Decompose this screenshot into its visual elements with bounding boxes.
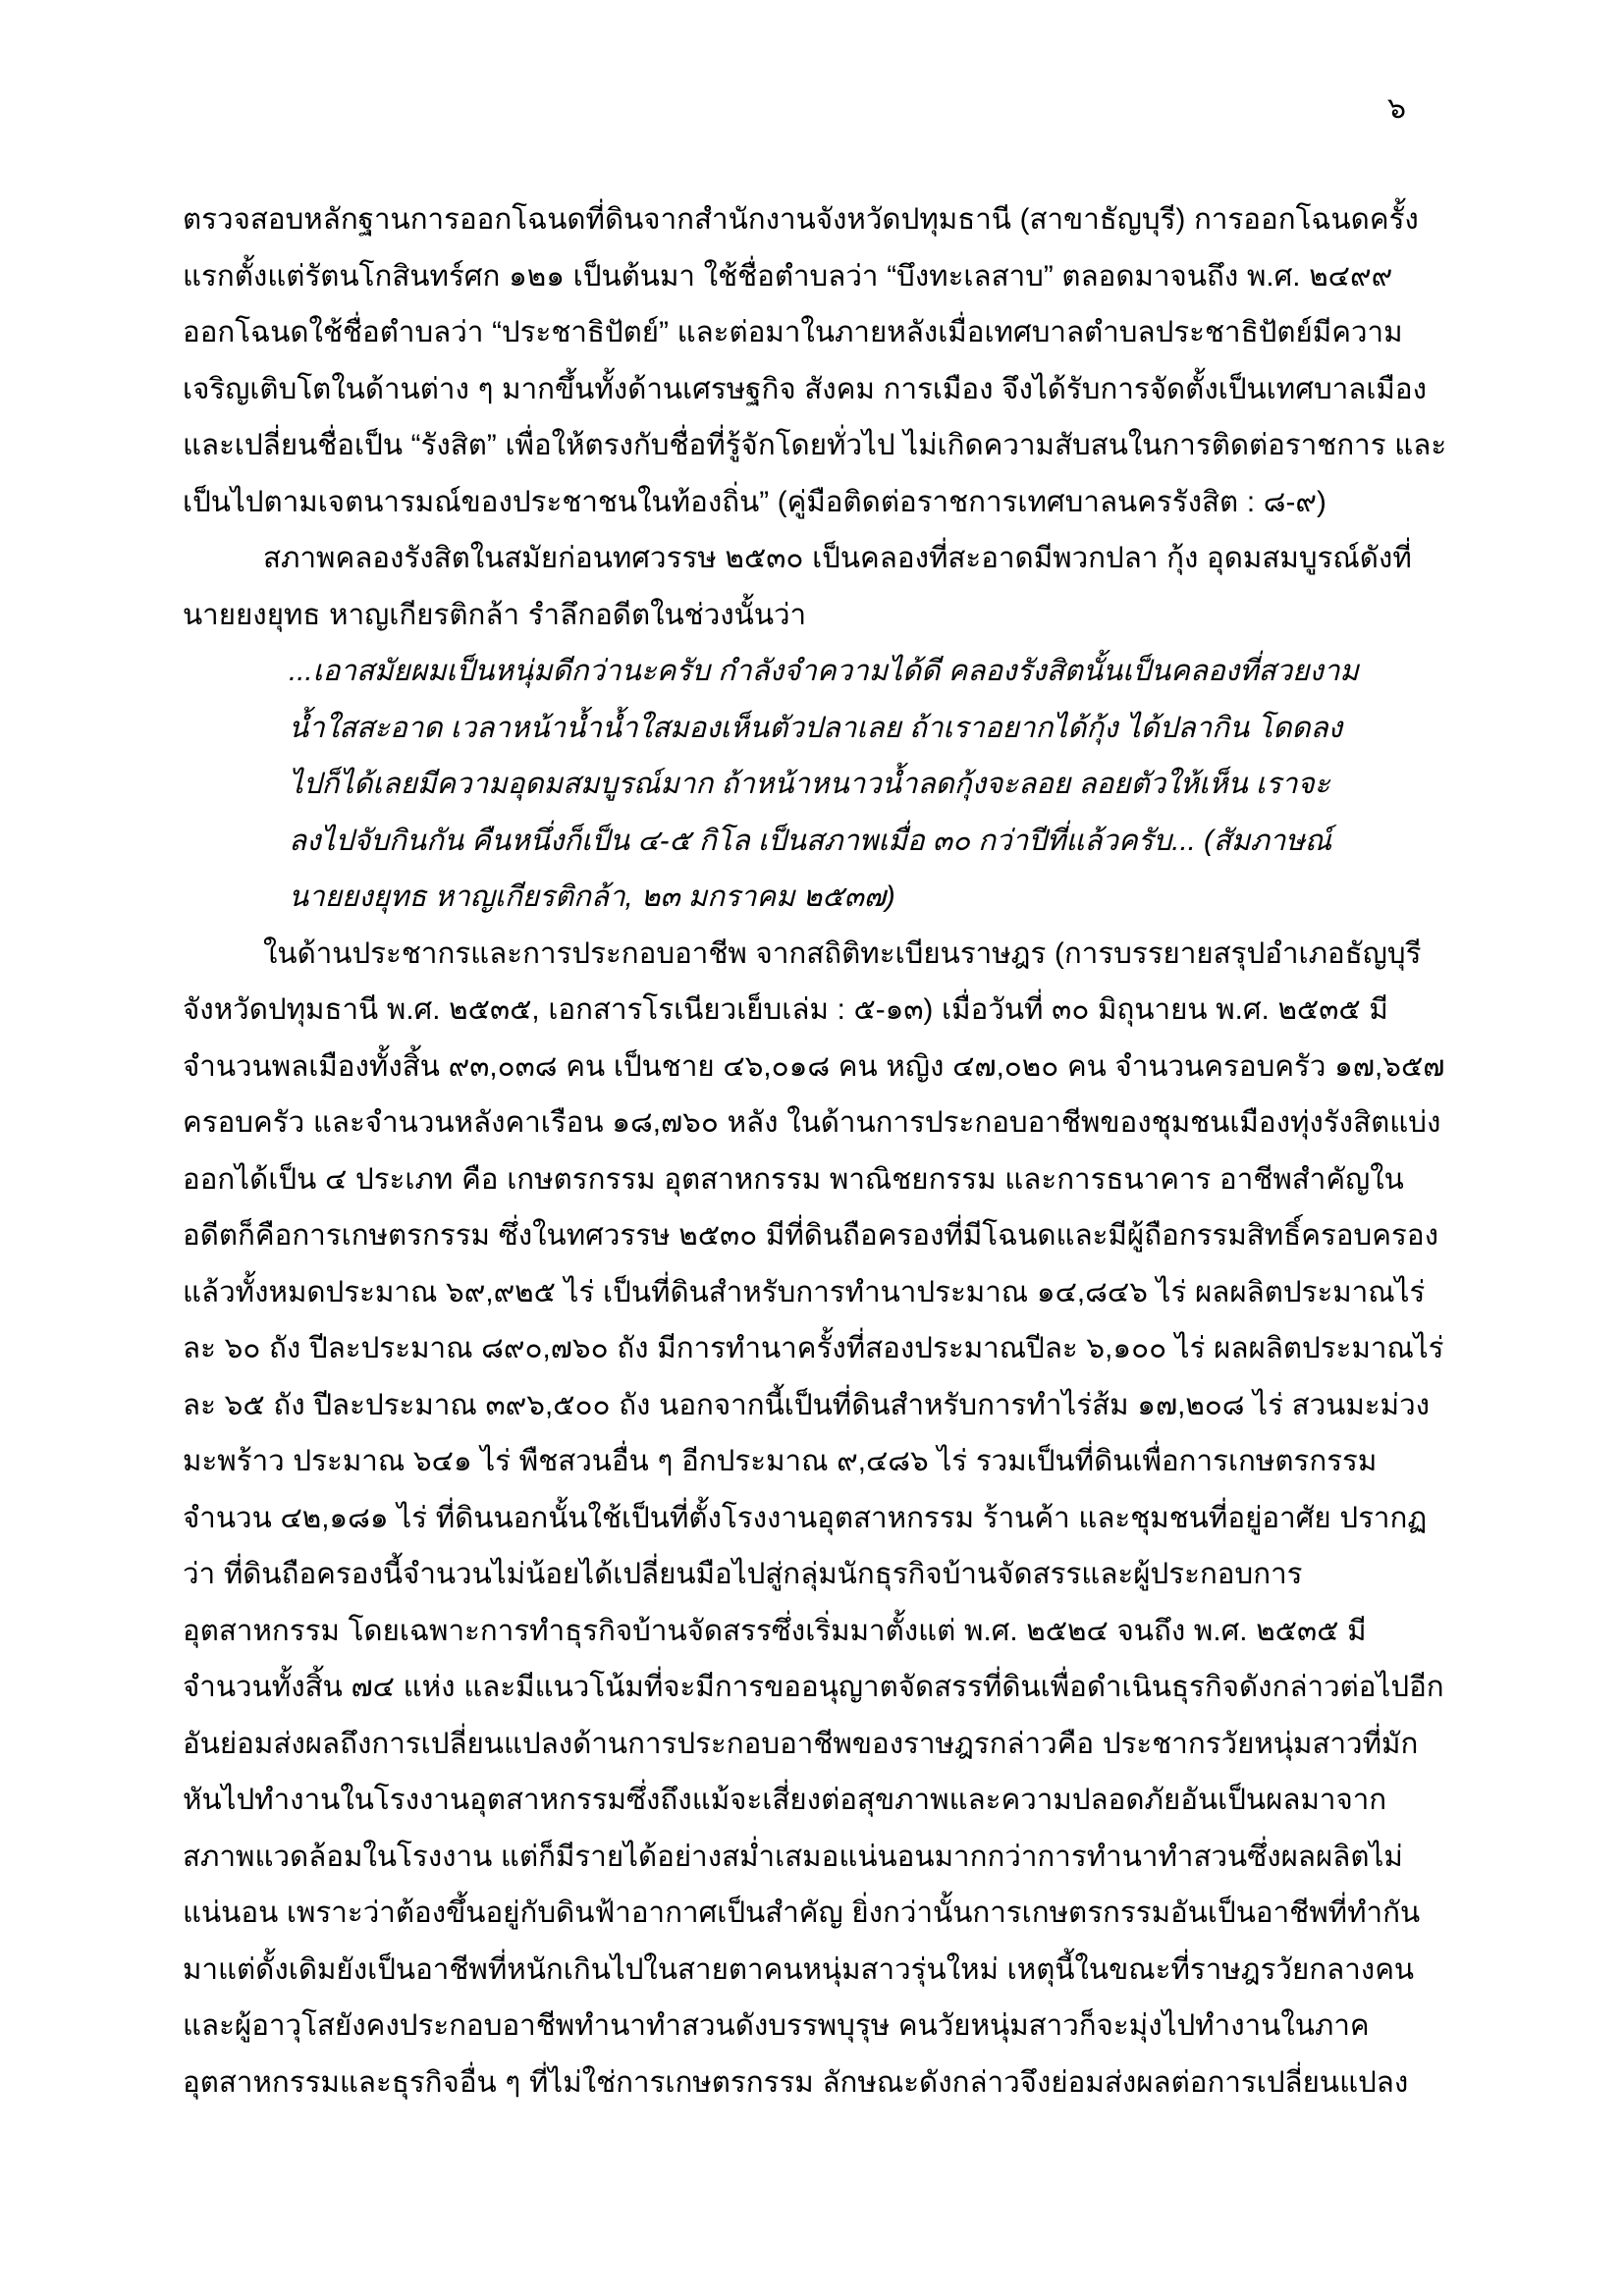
page-content-body <box>183 191 1447 2110</box>
page-number: ๖ <box>1386 92 1406 125</box>
paragraph-population-and-occupation: ในด้านประชากรและการประกอบอาชีพ จากสถิติทะเบียนราษฎร (การบรรยายสรุปอำเภอธัญบุรี จังหวัดปทุมธานี พ.ศ. ๒๕๓๕, เอกสารโรเนียวเย็บเล่ม : ๕-๑๓) เมื่อวันที่ ๓๐ มิถุนายน พ.ศ. ๒๕๓๕ มีจำนวนพลเมืองทั้งสิ้น ๙๓,๐๓๘ คน เป็นชาย ๔๖,๐๑๘ คน หญิง ๔๗,๐๒๐ คน จำนวนครอบครัว ๑๗,๖๕๗ ครอบครัว และจำนวนหลังคาเรือน ๑๘,๗๖๐ หลัง ในด้านการประกอบอาชีพของชุมชนเมืองทุ่งรังสิตแบ่งออกได้เป็น ๔ ประเภท คือ เกษตรกรรม อุตสาหกรรม พาณิชยกรรม และการธนาคาร อาชีพสำคัญในอดีตก็คือการเกษตรกรรม ซึ่งในทศวรรษ ๒๕๓๐ มีที่ดินถือครองที่มีโฉนดและมีผู้ถือกรรมสิทธิ์ครอบครองแล้วทั้งหมดประมาณ ๖๙,๙๒๕ ไร่ เป็นที่ดินสำหรับการทำนาประมาณ ๑๔,๘๔๖ ไร่ ผลผลิตประมาณไร่ละ ๖๐ ถัง ปีละประมาณ ๘๙๐,๗๖๐ ถัง มีการทำนาครั้งที่สองประมาณปีละ ๖,๑๐๐ ไร่ ผลผลิตประมาณไร่ละ ๖๕ ถัง ปีละประมาณ ๓๙๖,๕๐๐ ถัง นอกจากนี้เป็นที่ดินสำหรับการทำไร่ส้ม ๑๗,๒๐๘ ไร่ สวนมะม่วง มะพร้าว ประมาณ ๖๔๑ ไร่ พืชสวนอื่น ๆ อีกประมาณ ๙,๔๘๖ ไร่ รวมเป็นที่ดินเพื่อการเกษตรกรรมจำนวน ๔๒,๑๘๑ ไร่ ที่ดินนอกนั้นใช้เป็นที่ตั้งโรงงานอุตสาหกรรม ร้านค้า และชุมชนที่อยู่อาศัย ปรากฏว่า ที่ดินถือครองนี้จำนวนไม่น้อยได้เปลี่ยนมือไปสู่กลุ่มนักธุรกิจบ้านจัดสรรและผู้ประกอบการอุตสาหกรรม โดยเฉพาะการทำธุรกิจบ้านจัดสรรซึ่งเริ่มมาตั้งแต่ พ.ศ. ๒๕๒๔ จนถึง พ.ศ. ๒๕๓๕ มีจำนวนทั้งสิ้น ๗๔ แห่ง และมีแนวโน้มที่จะมีการขออนุญาตจัดสรรที่ดินเพื่อดำเนินธุรกิจดังกล่าวต่อไปอีก อันย่อมส่งผลถึงการเปลี่ยนแปลงด้านการประกอบอาชีพของราษฎรกล่าวคือ ประชากรวัยหนุ่มสาวที่มักหันไปทำงานในโรงงานอุตสาหกรรมซึ่งถึงแม้จะเสี่ยงต่อสุขภาพและความปลอดภัยอันเป็นผลมาจากสภาพแวดล้อมในโรงงาน แต่ก็มีรายได้อย่างสม่ำเสมอแน่นอนมากกว่าการทำนาทำสวนซึ่งผลผลิตไม่แน่นอน เพราะว่าต้องขึ้นอยู่กับดินฟ้าอากาศเป็นสำคัญ ยิ่งกว่านั้นการเกษตรกรรมอันเป็นอาชีพที่ทำกันมาแต่ดั้งเดิมยังเป็นอาชีพที่หนักเกินไปในสายตาคนหนุ่มสาวรุ่นใหม่ เหตุนี้ในขณะที่ราษฎรวัยกลางคนและผู้อาวุโสยังคงประกอบอาชีพทำนาทำสวนดังบรรพบุรุษ คนวัยหนุ่มสาวก็จะมุ่งไปทำงานในภาคอุตสาหกรรมและธุรกิจอื่น ๆ ที่ไม่ใช่การเกษตรกรรม ลักษณะดังกล่าวจึงย่อมส่งผลต่อการเปลี่ยนแปลง <box>183 936 1445 2099</box>
blockquote-interview <box>183 643 1359 926</box>
blockquote-interview-text: ...เอาสมัยผมเป็นหนุ่มดีกว่านะครับ กำลังจำความได้ดี คลองรังสิตนั้นเป็นคลองที่สวยงาม น้ำใสสะอาด เวลาหน้าน้ำน้ำใสมองเห็นตัวปลาเลย ถ้าเราอยากได้กุ้ง ได้ปลากิน โดดลงไปก็ได้เลยมีความอุดมสมบูรณ์มาก ถ้าหน้าหนาวน้ำลดกุ้งจะลอย ลอยตัวให้เห็น เราจะลงไปจับกินกัน คืนหนึ่งก็เป็น ๔-๕ กิโล เป็นสภาพเมื่อ ๓๐ กว่าปีที่แล้วครับ... (สัมภาษณ์ นายยงยุทธ หาญเกียรติกล้า, ๒๓ มกราคม ๒๕๓๗) <box>289 655 1359 913</box>
paragraph-canal-condition-intro: สภาพคลองรังสิตในสมัยก่อนทศวรรษ ๒๕๓๐ เป็นคลองที่สะอาดมีพวกปลา กุ้ง อุดมสมบูรณ์ดังที่นายยงยุทธ หาญเกียรติกล้า รำลึกอดีตในช่วงนั้นว่า <box>183 542 1412 631</box>
paragraph-land-title-history: ตรวจสอบหลักฐานการออกโฉนดที่ดินจากสำนักงานจังหวัดปทุมธานี (สาขาธัญบุรี) การออกโฉนดครั้งแรกตั้งแต่รัตนโกสินทร์ศก ๑๒๑ เป็นต้นมา ใช้ชื่อตำบลว่า “บึงทะเลสาบ” ตลอดมาจนถึง พ.ศ. ๒๔๙๙ ออกโฉนดใช้ชื่อตำบลว่า “ประชาธิปัตย์” และต่อมาในภายหลังเมื่อเทศบาลตำบลประชาธิปัตย์มีความเจริญเติบโตในด้านต่าง ๆ มากขึ้นทั้งด้านเศรษฐกิจ สังคม การเมือง จึงได้รับการจัดตั้งเป็นเทศบาลเมืองและเปลี่ยนชื่อเป็น “รังสิต” เพื่อให้ตรงกับชื่อที่รู้จักโดยทั่วไป ไม่เกิดความสับสนในการติดต่อราชการ และเป็นไปตามเจตนารมณ์ของประชาชนในท้องถิ่น” (คู่มือติดต่อราชการเทศบาลนครรังสิต : ๘-๙) <box>183 203 1447 518</box>
